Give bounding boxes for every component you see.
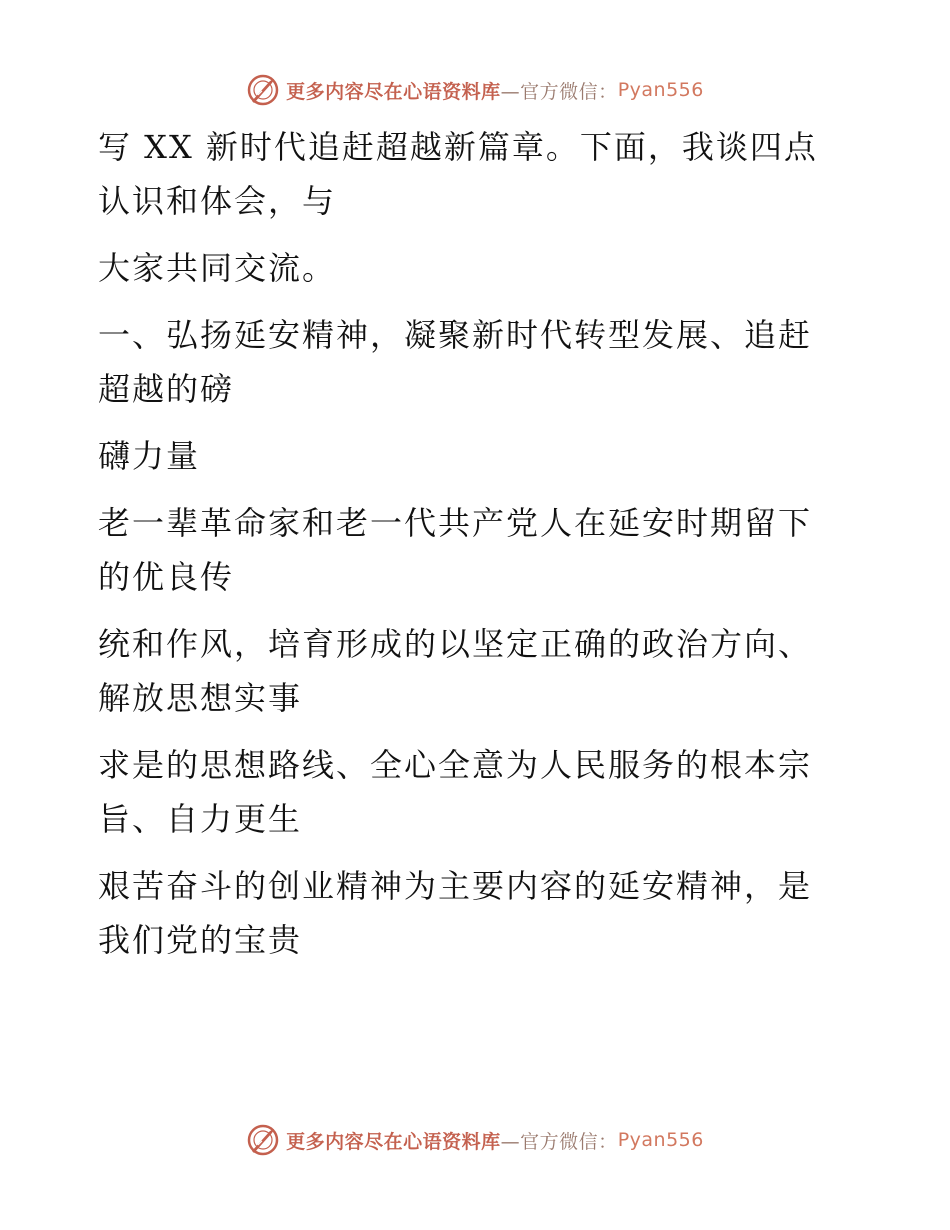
paragraph-5: 老一辈革命家和老一代共产党人在延安时期留下的优良传 (98, 504, 813, 596)
quill-pen-seal-icon (246, 1123, 280, 1157)
banner-wechat-label: —官方微信： (500, 1130, 618, 1153)
banner-wechat-id: Pyan556 (617, 1129, 704, 1151)
paragraph-6: 统和作风，培育形成的以坚定正确的政治方向、解放思想实事 (98, 625, 813, 717)
banner-title: 更多内容尽在心语资料库 (286, 80, 501, 103)
banner-text (286, 1127, 704, 1154)
paragraph-4: 礴力量 (98, 437, 201, 475)
quill-pen-seal-icon (246, 73, 280, 107)
banner-wechat-label: —官方微信： (500, 80, 618, 103)
header-banner (0, 70, 950, 110)
document-body (98, 120, 838, 980)
paragraph-8: 艰苦奋斗的创业精神为主要内容的延安精神，是我们党的宝贵 (98, 867, 813, 959)
paragraph-2: 大家共同交流。 (98, 249, 337, 287)
banner-text (286, 77, 704, 104)
paragraph-1: 写 XX 新时代追赶超越新篇章。下面，我谈四点认识和体会，与 (98, 128, 818, 220)
footer-banner (0, 1120, 950, 1160)
banner-wechat-id: Pyan556 (617, 79, 704, 101)
paragraph-3: 一、弘扬延安精神，凝聚新时代转型发展、追赶超越的磅 (98, 316, 813, 408)
paragraph-7: 求是的思想路线、全心全意为人民服务的根本宗旨、自力更生 (98, 746, 813, 838)
banner-title: 更多内容尽在心语资料库 (286, 1130, 501, 1153)
